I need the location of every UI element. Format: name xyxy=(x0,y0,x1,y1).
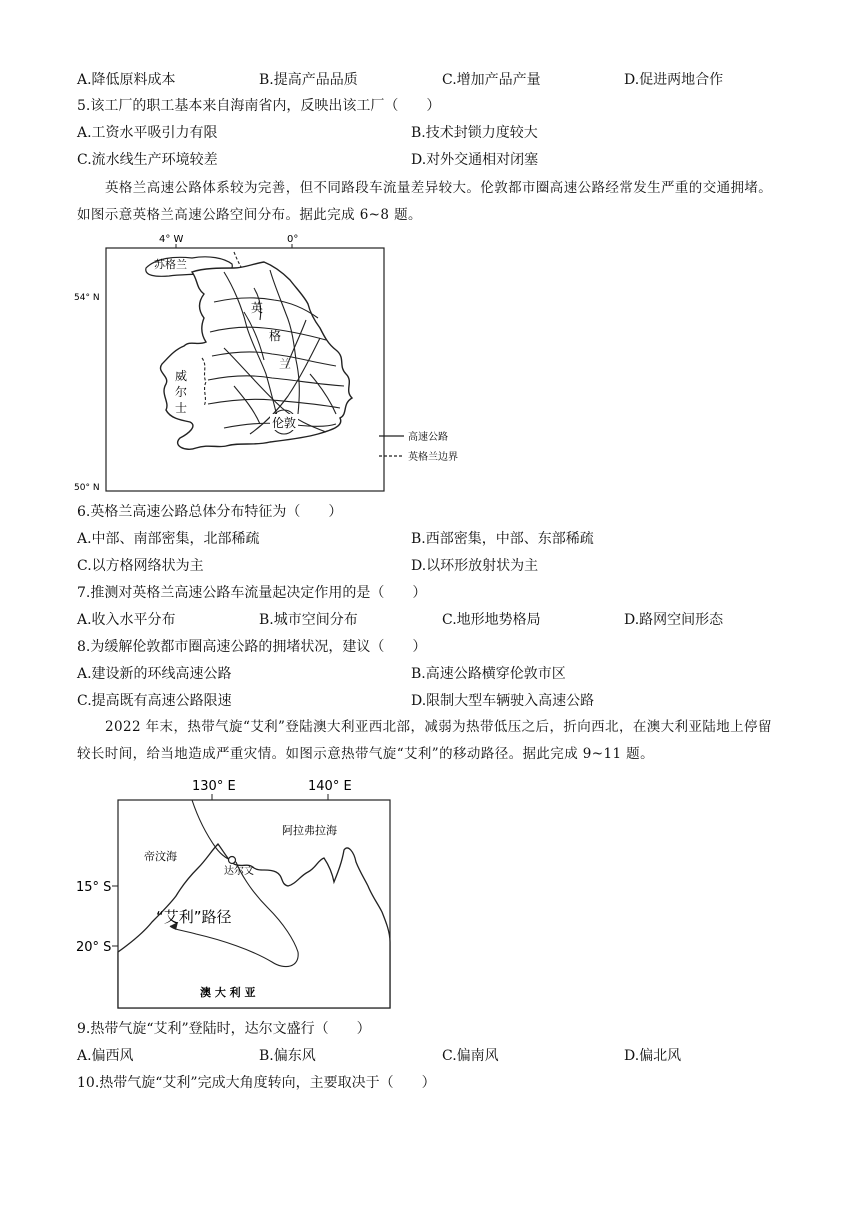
england-motorway-map xyxy=(74,228,474,498)
legend-motorway-label: 高速公路 xyxy=(408,432,448,443)
q8-stem: 8.为缓解伦敦都市圈高速公路的拥堵状况，建议（ ） xyxy=(77,639,427,655)
q7-option-b: B.城市空间分布 xyxy=(259,612,358,628)
passage-england-motorways: 英格兰高速公路体系较为完善，但不同路段车流量差异较大。伦敦都市圈高速公路经常发生严重的交通拥堵。如图示意英格兰高速公路空间分布。据此完成 6~8 题。 xyxy=(77,180,773,223)
legend-border-label: 英格兰边界 xyxy=(408,452,458,463)
q4-option-d: D.促进两地合作 xyxy=(624,72,724,88)
q7-stem: 7.推测对英格兰高速公路车流量起决定作用的是（ ） xyxy=(77,585,427,601)
q8-option-d: D.限制大型车辆驶入高速公路 xyxy=(411,693,595,709)
map1-lon-label: 0° xyxy=(287,234,299,245)
label-wales-1: 威 xyxy=(175,369,188,383)
q8-option-c: C.提高既有高速公路限速 xyxy=(77,693,232,709)
q5-option-d: D.对外交通相对闭塞 xyxy=(411,152,539,168)
label-australia: 澳 大 利 亚 xyxy=(200,986,256,999)
q9-option-b: B.偏东风 xyxy=(259,1048,316,1064)
map1-lon-label: 4° W xyxy=(159,234,184,245)
map2-lat-label: 15° S xyxy=(76,880,112,895)
q8-option-a: A.建设新的环线高速公路 xyxy=(77,666,232,682)
q9-option-a: A.偏西风 xyxy=(77,1048,134,1064)
australia-coastline xyxy=(118,844,390,1008)
q6-stem: 6.英格兰高速公路总体分布特征为（ ） xyxy=(77,504,343,520)
map2-lon-label: 130° E xyxy=(192,779,236,794)
label-ellie-track: “艾利”路径 xyxy=(156,908,232,926)
q8-option-b: B.高速公路横穿伦敦市区 xyxy=(411,666,566,682)
q9-stem: 9.热带气旋“艾利”登陆时，达尔文盛行（ ） xyxy=(77,1021,371,1037)
q5-stem: 5.该工厂的职工基本来自海南省内，反映出该工厂（ ） xyxy=(77,98,441,114)
q6-option-a: A.中部、南部密集，北部稀疏 xyxy=(77,531,260,547)
map1-lat-label: 54° N xyxy=(74,293,100,303)
map1-lat-label: 50° N xyxy=(74,483,100,493)
map2-lat-label: 20° S xyxy=(76,940,112,955)
cyclone-ellie-map xyxy=(72,772,402,1012)
q4-option-c: C.增加产品产量 xyxy=(442,72,541,88)
q7-option-d: D.路网空间形态 xyxy=(624,612,724,628)
q4-option-a: A.降低原料成本 xyxy=(77,72,176,88)
label-england-2: 格 xyxy=(269,329,282,343)
label-scotland: 苏格兰 xyxy=(154,258,187,271)
q9-option-d: D.偏北风 xyxy=(624,1048,682,1064)
label-england-3: 兰 xyxy=(279,357,292,371)
darwin-marker xyxy=(229,857,236,864)
q4-option-b: B.提高产品品质 xyxy=(259,72,358,88)
q9-option-c: C.偏南风 xyxy=(442,1048,499,1064)
q6-option-b: B.西部密集，中部、东部稀疏 xyxy=(411,531,594,547)
passage-cyclone-ellie: 2022 年末，热带气旋“艾利”登陆澳大利亚西北部，减弱为热带低压之后，折向西北，在澳大利亚陆地上停留较长时间，给当地造成严重灾情。如图示意热带气旋“艾利”的移动路径。据此完成 9~11 题。 xyxy=(77,719,772,762)
q7-option-c: C.地形地势格局 xyxy=(442,612,541,628)
q10-stem: 10.热带气旋“艾利”完成大角度转向，主要取决于（ ） xyxy=(77,1075,436,1091)
q5-option-a: A.工资水平吸引力有限 xyxy=(77,125,218,141)
q5-option-c: C.流水线生产环境较差 xyxy=(77,152,218,168)
q6-option-d: D.以环形放射状为主 xyxy=(411,558,539,574)
label-arafura-sea: 阿拉弗拉海 xyxy=(282,824,337,837)
label-wales-3: 士 xyxy=(175,401,188,415)
label-darwin: 达尔文 xyxy=(224,866,254,877)
q5-option-b: B.技术封锁力度较大 xyxy=(411,125,538,141)
label-wales-2: 尔 xyxy=(175,385,188,399)
q7-option-a: A.收入水平分布 xyxy=(77,612,176,628)
q6-option-c: C.以方格网络状为主 xyxy=(77,558,204,574)
label-england-1: 英 xyxy=(251,301,264,315)
label-timor-sea: 帝汶海 xyxy=(144,850,177,863)
great-britain-outline xyxy=(160,262,352,449)
map2-lon-label: 140° E xyxy=(308,779,352,794)
label-london: 伦敦 xyxy=(272,416,297,430)
